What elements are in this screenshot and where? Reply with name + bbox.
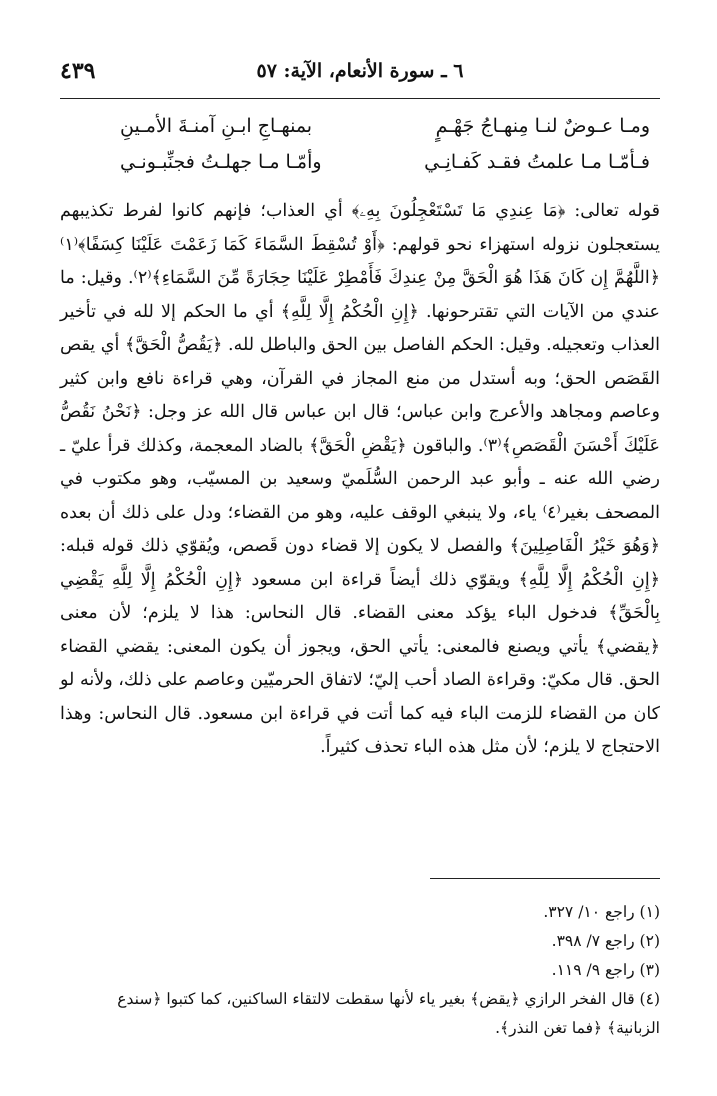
poem-line xyxy=(80,151,650,183)
poem-line xyxy=(80,115,650,147)
footnotes xyxy=(60,898,660,1043)
header-divider xyxy=(60,98,660,99)
footnote: (٤) قال الفخر الرازي ﴿يقض﴾ بغير ياء لأنها سقطت لالتقاء الساكنين، كما كتبوا ﴿سندع الزبانية﴾ ﴿فما تغن النذر﴾. xyxy=(117,990,660,1037)
commentary-paragraph: قوله تعالى: ﴿مَا عِندِي مَا تَسْتَعْجِلُونَ بِهِۦ﴾ أي العذاب؛ فإنهم كانوا لفرط تكذيبهم يستعجلون نزوله استهزاء نحو قولهم: ﴿أَوْ تُسْقِطَ السَّمَاءَ كَمَا زَعَمْتَ عَلَيْنَا كِسَفًا﴾⁽١⁾ ﴿اللَّهُمَّ إِن كَانَ هَذَا هُوَ الْحَقَّ مِنْ عِندِكَ فَأَمْطِرْ عَلَيْنَا حِجَارَةً مِّنَ السَّمَاءِ﴾⁽٢⁾. وقيل: ما عندي من الآيات التي تقترحونها. ﴿إِنِ الْحُكْمُ إِلَّا لِلَّهِ﴾ أي ما الحكم إلا لله في تأخير العذاب وتعجيله. وقيل: الحكم الفاصل بين الحق والباطل لله. ﴿يَقُصُّ الْحَقَّ﴾ أي يقص القَصَص الحق؛ وبه أستدل من منع المجاز في القرآن، وهي قراءة نافع وابن كثير وعاصم ومجاهد والأعرج وابن عباس؛ قال ابن عباس قال الله عز وجل: ﴿نَحْنُ نَقُصُّ عَلَيْكَ أَحْسَنَ الْقَصَصِ﴾⁽٣⁾. والباقون ﴿يَقْضِ الْحَقَّ﴾ بالضاد المعجمة، وكذلك قرأ عليّ ـ رضي الله عنه ـ وأبو عبد الرحمن السُّلَميّ وسعيد بن المسيّب، وهو مكتوب في المصحف بغير⁽٤⁾ ياء، ولا ينبغي الوقف عليه، وهو من القضاء؛ ودل على ذلك أن بعده ﴿وَهُوَ خَيْرُ الْفَاصِلِينَ﴾ والفصل لا يكون إلا قضاء دون قَصص، ويُقوّي ذلك قوله قبله: ﴿إِنِ الْحُكْمُ إِلَّا لِلَّهِ﴾ ويقوّي ذلك أيضاً قراءة ابن مسعود ﴿إِنِ الْحُكْمُ إِلَّا لِلَّهِ يَقْضِي بِالْحَقِّ﴾ فدخول الباء يؤكد معنى القضاء. قال النحاس: هذا لا يلزم؛ لأن معنى ﴿يقضي﴾ يأتي ويصنع فالمعنى: يأتي الحق، ويجوز أن يكون المعنى: يقضي القضاء الحق. قال مكيّ: وقراءة الصاد أحب إليّ؛ لاتفاق الحرميّين وعاصم على ذلك، ولأنه لو كان من القضاء للزمت الباء فيه كما أتت في قراءة ابن مسعود. قال النحاس: وهذا الاحتجاج لا يلزم؛ لأن مثل هذه الباء تحذف كثيراً. xyxy=(60,201,660,757)
footnote: (٣) راجع ٩/ ١١٩. xyxy=(551,961,660,979)
running-header: ٦ ـ سورة الأنعام، الآية: ٥٧ xyxy=(256,60,464,82)
footnote-divider xyxy=(430,878,660,879)
page-number: ٤٣٩ xyxy=(60,58,96,84)
poem-hemistich-first: ومـا عـوضٌ لنـا مِنهـاجُ جَهْـمٍ xyxy=(435,115,650,137)
poem-verses xyxy=(80,115,650,187)
footnote: (٢) راجع ٧/ ٣٩٨. xyxy=(551,932,660,950)
poem-hemistich-second: بمنهـاجِ ابـنِ آمنـةَ الأمـينِ xyxy=(120,115,313,137)
poem-hemistich-second: وأمّـا مـا جهلـتُ فجنِّبـونـي xyxy=(120,151,322,173)
poem-hemistich-first: فـأمّـا مـا علمتُ فقـد كَفـانِـي xyxy=(424,151,650,173)
footnote: (١) راجع ١٠/ ٣٢٧. xyxy=(543,903,660,921)
